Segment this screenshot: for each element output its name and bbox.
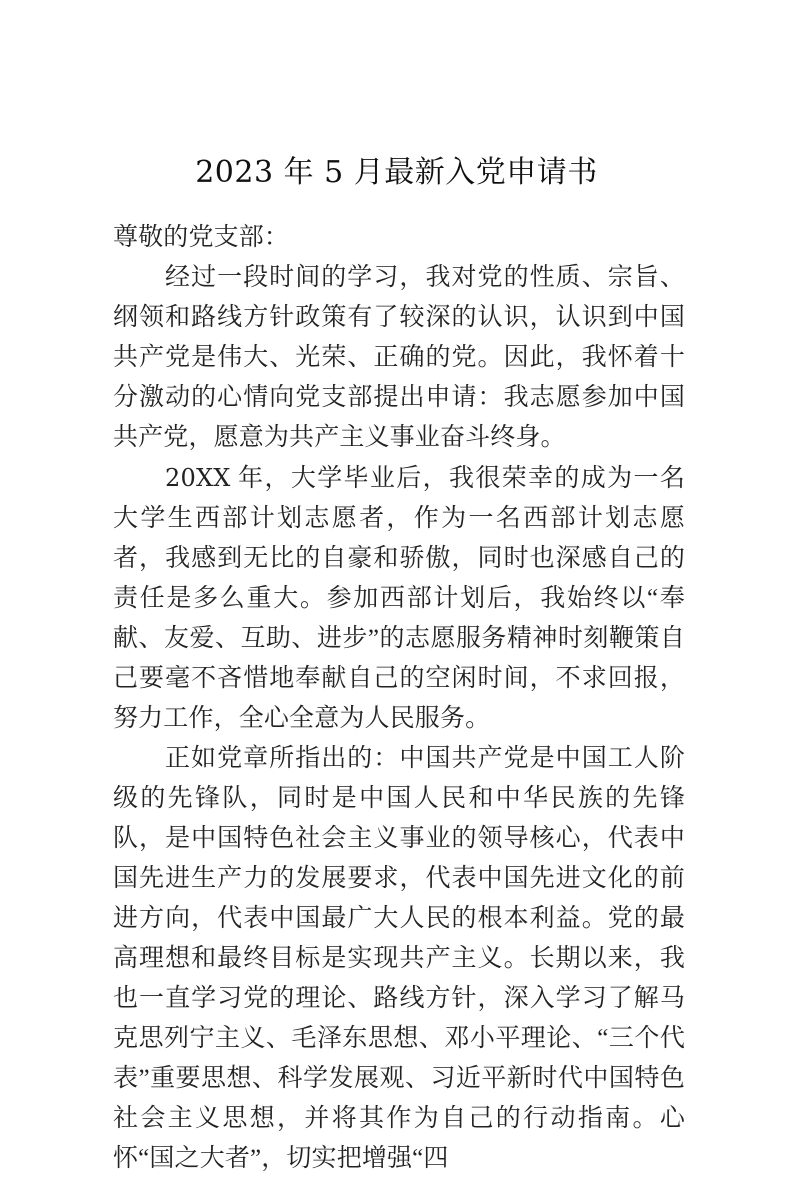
paragraph-1: 经过一段时间的学习，我对党的性质、宗旨、纲领和路线方针政策有了较深的认识，认识到中国共产党是伟大、光荣、正确的党。因此，我怀着十分激动的心情向党支部提出申请：我志愿参加中国共产党，愿意为共产主义事业奋斗终身。	[113, 264, 685, 451]
paragraph-2-text: 年，大学毕业后，我很荣幸的成为一名大学生西部计划志愿者，作为一名西部计划志愿者，我感到无比的自豪和骄傲，同时也深感自己的责任是多么重大。参加西部计划后，我始终以“奉献、友爱、互助、进步”的志愿服务精神时刻鞭策自己要毫不吝惜地奉献自己的空闲时间，不求回报，努力工作，全心全意为人民服务。	[113, 465, 685, 732]
paragraph-2-year-latin: 20XX	[165, 464, 231, 492]
document-body	[113, 218, 685, 1179]
paragraph-3: 正如党章所指出的：中国共产党是中国工人阶级的先锋队，同时是中国人民和中华民族的先锋队，是中国特色社会主义事业的领导核心，代表中国先进生产力的发展要求，代表中国先进文化的前进方向，代表中国最广大人民的根本利益。党的最高理想和最终目标是实现共产主义。长期以来，我也一直学习党的理论、路线方针，深入学习了解马克思列宁主义、毛泽东思想、邓小平理论、“三个代表”重要思想、科学发展观、习近平新时代中国特色社会主义思想，并将其作为自己的行动指南。心怀“国之大者”，切实把增强“四	[113, 745, 685, 1172]
page-title: 2023 年 5 月最新入党申请书	[195, 155, 598, 191]
paragraph-salutation: 尊敬的党支部：	[113, 224, 290, 251]
paragraph-2	[113, 458, 685, 739]
